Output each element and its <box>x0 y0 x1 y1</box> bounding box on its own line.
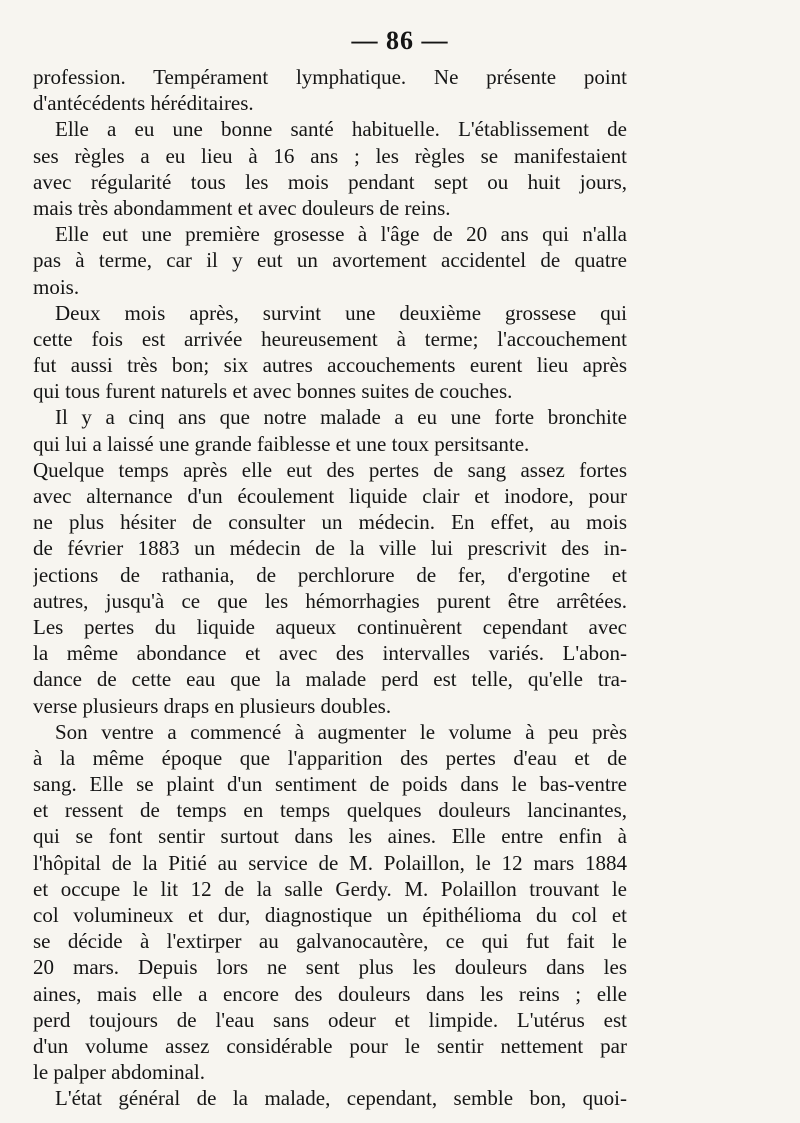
text-line: autres, jusqu'à ce que les hémorrhagies purent être arrêtées. <box>33 588 627 613</box>
text-line: verse plusieurs draps en plusieurs doubles. <box>33 693 392 718</box>
text-line: Quelque temps après elle eut des pertes de sang assez fortes <box>33 457 627 482</box>
text-line: la même abondance et avec des intervalles variés. L'abon- <box>33 641 627 666</box>
text-line: Il y a cinq ans que notre malade a eu une forte bronchite <box>55 405 627 430</box>
text-line: et ressent de temps en temps quelques douleurs lancinantes, <box>33 798 627 823</box>
text-line: 20 mars. Depuis lors ne sent plus les douleurs dans les <box>33 955 627 980</box>
text-line: perd toujours de l'eau sans odeur et limpide. L'utérus est <box>33 1007 627 1032</box>
page-number: — 86 — <box>351 26 449 55</box>
text-line: d'un volume assez considérable pour le sentir nettement par <box>33 1033 627 1058</box>
text-line: ne plus hésiter de consulter un médecin. En effet, au mois <box>33 510 627 535</box>
text-line: fut aussi très bon; six autres accouchements eurent lieu après <box>33 353 627 378</box>
text-line: jections de rathania, de perchlorure de fer, d'ergotine et <box>33 562 627 587</box>
text-line: le palper abdominal. <box>33 1060 206 1085</box>
text-line: L'état général de la malade, cependant, semble bon, quoi- <box>55 1086 627 1111</box>
text-line: Son ventre a commencé à augmenter le volume à peu près <box>55 719 627 744</box>
text-line: mois. <box>33 274 80 299</box>
text-line: Elle a eu une bonne santé habituelle. L'établissement de <box>55 117 627 142</box>
text-line: avec régularité tous les mois pendant sept ou huit jours, <box>33 169 627 194</box>
text-line: de février 1883 un médecin de la ville lui prescrivit des in- <box>33 536 627 561</box>
text-line: mais très abondamment et avec douleurs de reins. <box>33 195 451 220</box>
text-line: et occupe le lit 12 de la salle Gerdy. M. Polaillon trouvant le <box>33 876 627 901</box>
text-line: l'hôpital de la Pitié au service de M. Polaillon, le 12 mars 1884 <box>33 850 627 875</box>
text-line: profession. Tempérament lymphatique. Ne présente point <box>33 65 627 89</box>
text-line: qui lui a laissé une grande faiblesse et une toux persitsante. <box>33 431 530 456</box>
text-line: ses règles a eu lieu à 16 ans ; les règles se manifestaient <box>33 143 627 168</box>
text-line: Elle eut une première grosesse à l'âge de 20 ans qui n'alla <box>55 222 627 247</box>
text-line: à la même époque que l'apparition des pertes d'eau et de <box>33 745 627 770</box>
text-line: qui tous furent naturels et avec bonnes suites de couches. <box>33 379 513 404</box>
text-line: dance de cette eau que la malade perd est telle, qu'elle tra- <box>33 667 627 692</box>
text-line: Les pertes du liquide aqueux continuèrent cependant avec <box>33 614 627 639</box>
text-line: col volumineux et dur, diagnostique un épithélioma du col et <box>33 903 627 927</box>
text-line: sang. Elle se plaint d'un sentiment de poids dans le bas-ventre <box>33 772 627 797</box>
text-line: avec alternance d'un écoulement liquide clair et inodore, pour <box>33 484 627 508</box>
text-line: aines, mais elle a encore des douleurs dans les reins ; elle <box>33 981 627 1006</box>
body-text <box>33 64 627 1112</box>
text-line: d'antécédents héréditaires. <box>33 91 254 116</box>
text-line: se décide à l'extirper au galvanocautère, ce qui fut fait le <box>33 929 627 954</box>
text-line: cette fois est arrivée heureusement à terme; l'accouchement <box>33 326 627 351</box>
text-line: pas à terme, car il y eut un avortement accidentel de quatre <box>33 248 627 273</box>
text-line: qui se font sentir surtout dans les aines. Elle entre enfin à <box>33 824 627 849</box>
text-line: Deux mois après, survint une deuxième grossese qui <box>55 300 627 325</box>
